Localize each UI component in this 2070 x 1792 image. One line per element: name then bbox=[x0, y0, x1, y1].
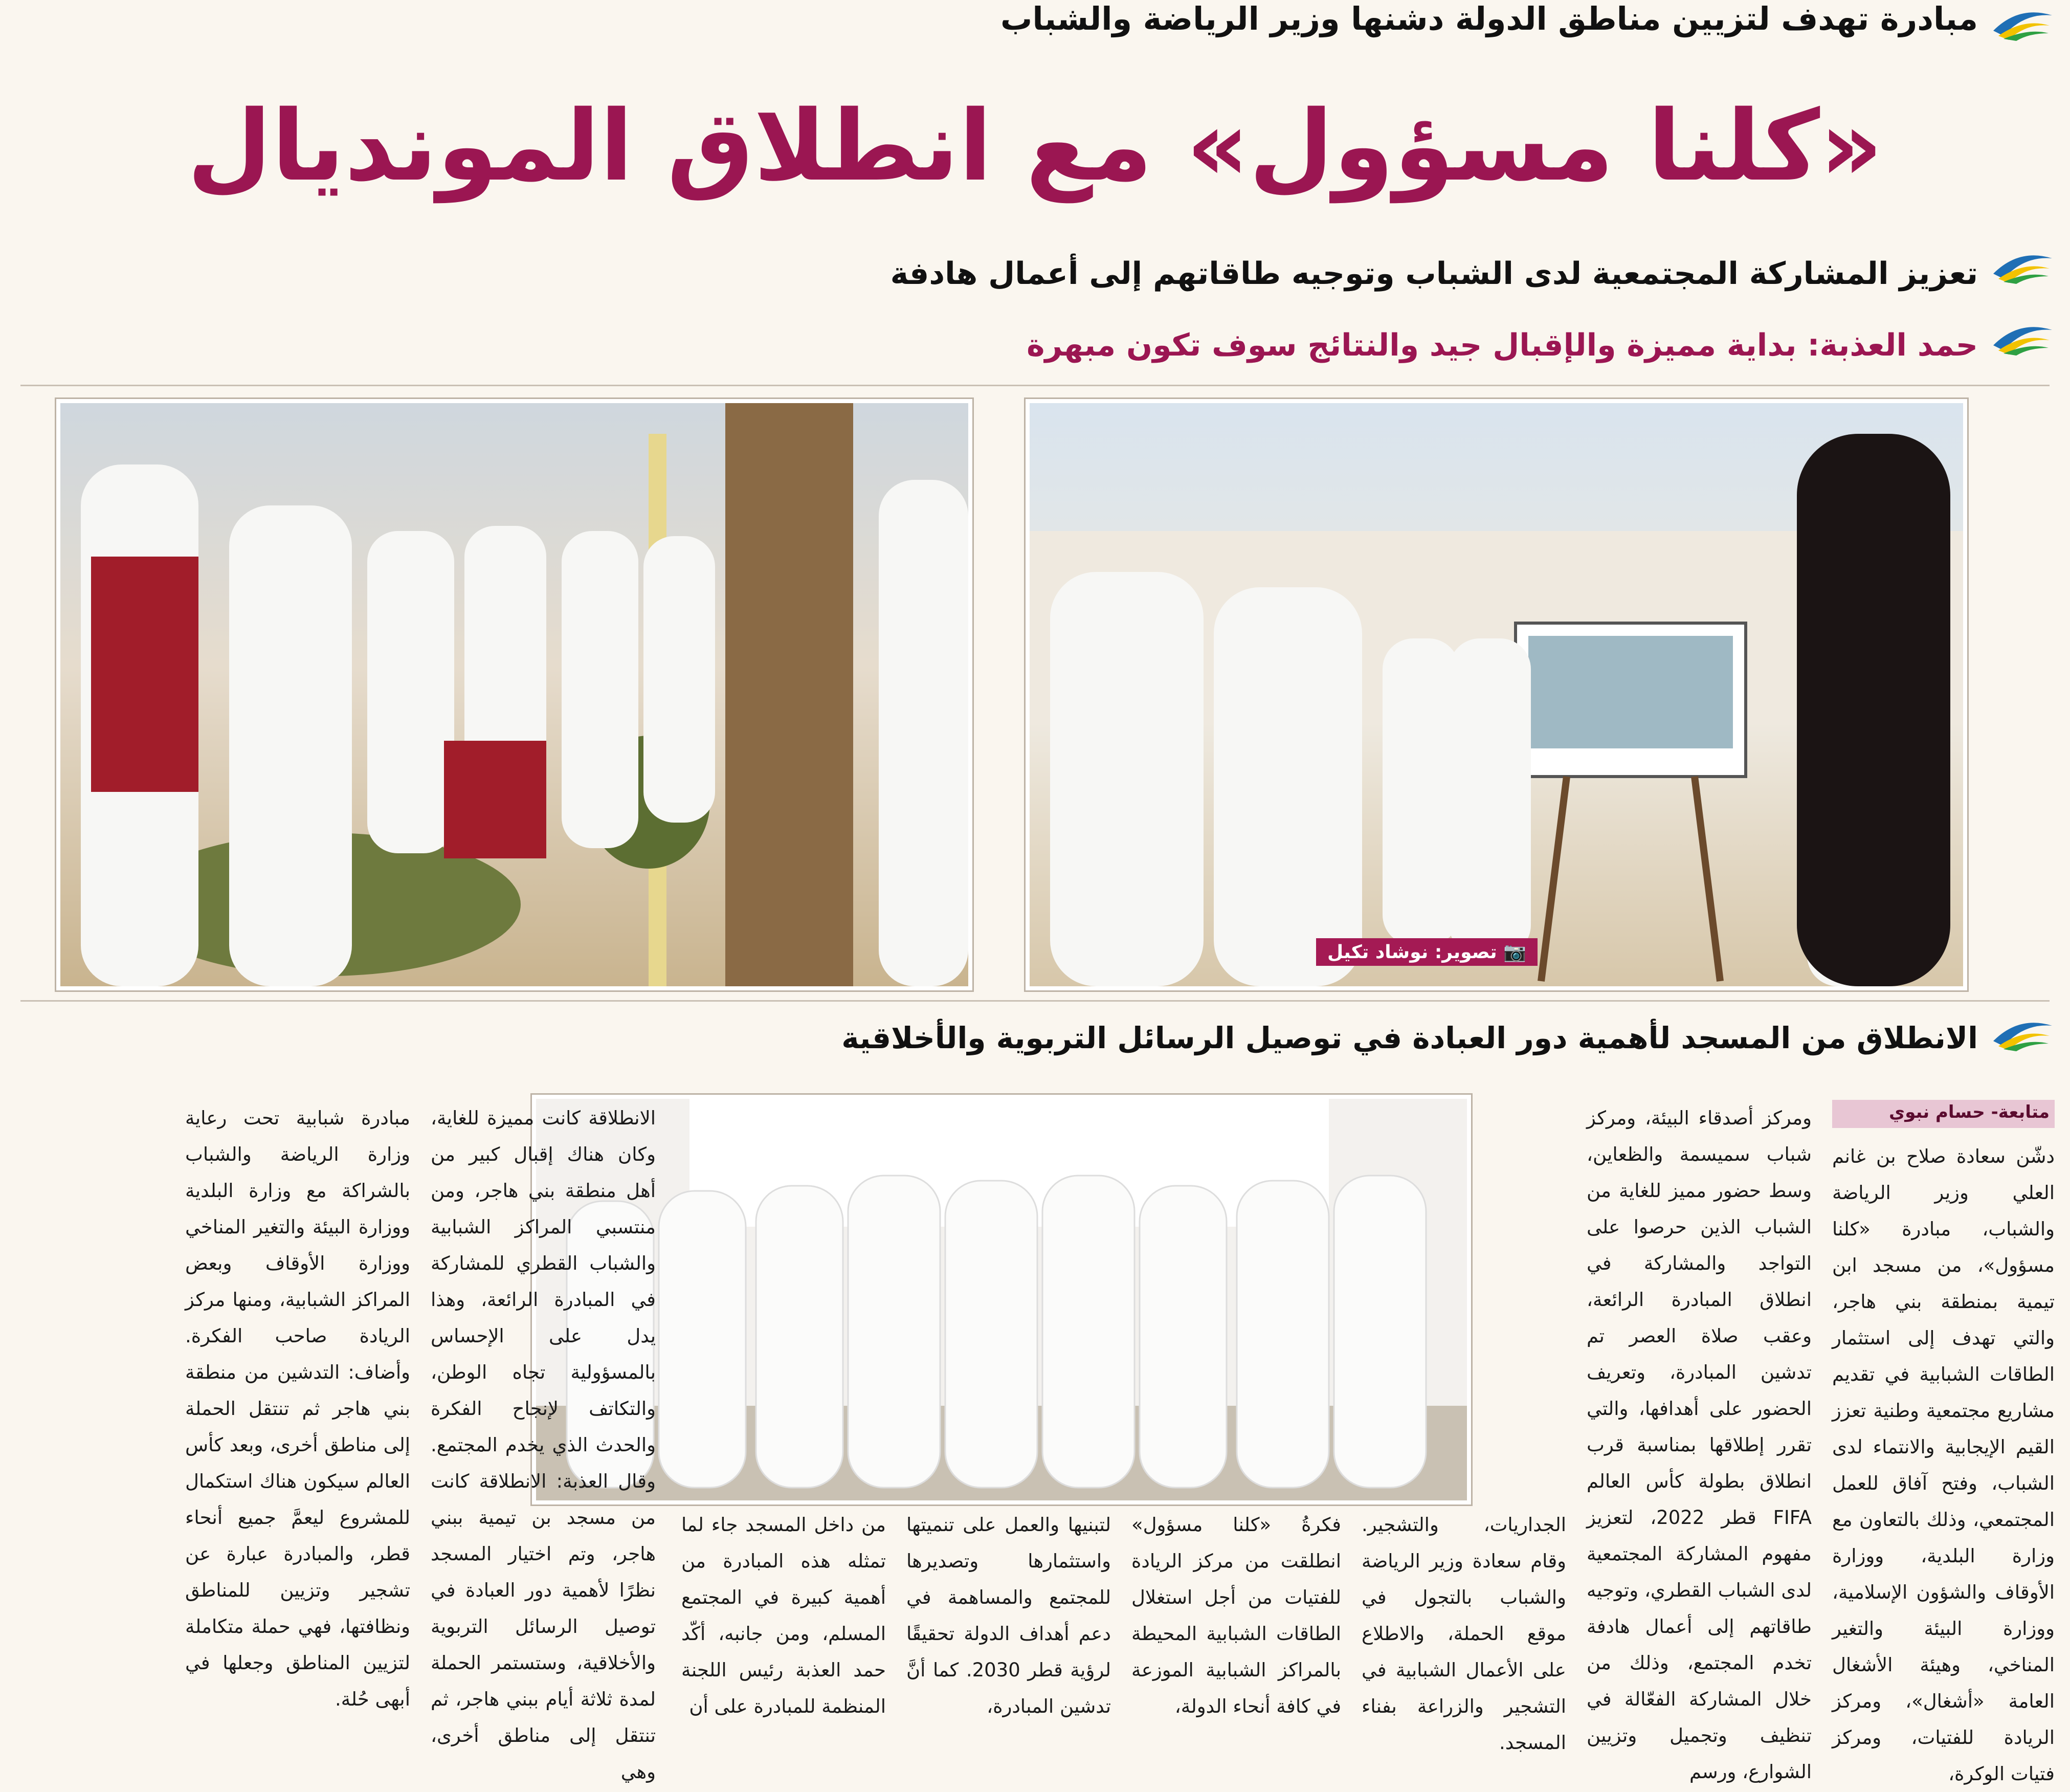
column-1: دشّن سعادة صلاح بن غانم العلي وزير الرياضة والشباب، مبادرة «كلنا مسؤول»، من مسجد ابن تيمية بمنطقة بني هاجر، والتي تهدف إلى استثمار الطاقات الشبابية في تقديم مشاريع مجتمعية وطنية تعزز القيم الإيجابية والانتماء لدى الشباب، وفتح آفاق للعمل المجتمعي، وذلك بالتعاون مع وزارة البلدية، ووزارة الأوقاف والشؤون الإسلامية، ووزارة البيئة والتغير المناخي، وهيئة الأشغال العامة «أشغال»، ومركز الريادة للفتيات، ومركز فتيات الوكرة، bbox=[1832, 1145, 2055, 1785]
photo-tree-planting bbox=[56, 399, 972, 990]
headline: «كلنا مسؤول» مع انطلاق المونديال bbox=[187, 90, 1883, 203]
byline bbox=[1832, 1100, 2055, 1128]
kicker: مبادرة تهدف لتزيين مناطق الدولة دشنها وزير الرياضة والشباب bbox=[1000, 0, 1978, 37]
photo-credit-text: تصوير: نوشاد تكيل bbox=[1327, 942, 1497, 963]
divider bbox=[20, 385, 2050, 386]
mid-headline: الانطلاق من المسجد لأهمية دور العبادة في توصيل الرسائل التربوية والأخلاقية bbox=[841, 1021, 1978, 1055]
byline-text: متابعة- حسام نبوي bbox=[1889, 1102, 2050, 1122]
column-8: مبادرة شبابية تحت رعاية وزارة الرياضة والشباب بالشراكة مع وزارة البلدية ووزارة البيئة والتغير المناخي ووزارة الأوقاف وبعض المراكز الشبابية، ومنها مركز الريادة صاحب الفكرة. وأضاف: التدشين من منطقة بني هاجر ثم تنتقل الحملة إلى مناطق أخرى، وبعد كأس العالم سيكون هناك استكمال للمشروع ليعمَّ جميع أنحاء قطر، والمبادرة عبارة عن تشجير وتزيين للمناطق ونظافتها، فهي حملة متكاملة لتزيين المناطق وجعلها في أبهى حُلة. bbox=[185, 1107, 410, 1710]
photo-minister-viewing bbox=[1026, 399, 1967, 990]
divider bbox=[20, 1000, 2050, 1002]
subheadline-1: تعزيز المشاركة المجتمعية لدى الشباب وتوجيه طاقاتهم إلى أعمال هادفة bbox=[890, 256, 1978, 292]
camera-icon: 📷 bbox=[1503, 942, 1527, 963]
subheadline-2: حمد العذبة: بداية مميزة والإقبال جيد والنتائج سوف تكون مبهرة bbox=[1027, 327, 1978, 363]
column-2: ومركز أصدقاء البيئة، ومركز شباب سميسمة والظعاين، وسط حضور مميز للغاية من الشباب الذين حرصوا على التواجد والمشاركة في انطلاق المبادرة الرائعة، وعقب صلاة العصر تم تدشين المبادرة، وتعريف الحضور على أهدافها، والتي تقرر إطلاقها بمناسبة قرب انطلاق بطولة كأس العالم FIFA قطر 2022، لتعزيز مفهوم المشاركة المجتمعية لدى الشباب القطري، وتوجيه طاقاتهم إلى أعمال هادفة تخدم المجتمع، وذلك من خلال المشاركة الفعّالة في تنظيف وتجميل وتزيين الشوارع، ورسم bbox=[1587, 1107, 1812, 1783]
photo-group bbox=[532, 1095, 1471, 1505]
column-6: من داخل المسجد جاء لما تمثله هذه المبادرة من أهمية كبيرة في المجتمع المسلم، ومن جانبه، أكّد حمد العذبة رئيس اللجنة المنظمة للمبادرة على أن bbox=[681, 1514, 886, 1717]
column-4: فكرةُ «كلنا مسؤول» انطلقت من مركز الريادة للفتيات من أجل استغلال الطاقات الشبابية المحيطة بالمراكز الشبابية الموزعة في كافة أنحاء الدولة، bbox=[1131, 1514, 1341, 1717]
section-logo-icon bbox=[1988, 320, 2055, 356]
column-5: لتبنيها والعمل على تنميتها واستثمارها وتصديرها للمجتمع والمساهمة في دعم أهداف الدولة تحقيقًا لرؤية قطر 2030. كما أنَّ تدشين المبادرة، bbox=[906, 1514, 1111, 1717]
section-logo-icon bbox=[1988, 248, 2055, 284]
photo-credit bbox=[1316, 938, 1538, 966]
column-3: الجداريات، والتشجير. وقام سعادة وزير الرياضة والشباب بالتجول في موقع الحملة، والاطلاع على الأعمال الشبابية في التشجير والزراعة بفناء المسجد. bbox=[1362, 1514, 1566, 1754]
column-7: الانطلاقة كانت مميزة للغاية، وكان هناك إقبال كبير من أهل منطقة بني هاجر، ومن منتسبي المراكز الشبابية والشباب القطري للمشاركة في المبادرة الرائعة، وهذا يدل على الإحساس بالمسؤولية تجاه الوطن، والتكاتف لإنجاح الفكرة والحدث الذي يخدم المجتمع. وقال العذبة: الانطلاقة كانت من مسجد بن تيمية ببني هاجر، وتم اختيار المسجد نظرًا لأهمية دور العبادة في توصيل الرسائل التربوية والأخلاقية، وستستمر الحملة لمدة ثلاثة أيام ببني هاجر، ثم تنتقل إلى مناطق أخرى، وهي bbox=[431, 1107, 656, 1783]
section-logo-icon bbox=[1988, 1015, 2055, 1051]
section-logo-icon bbox=[1988, 5, 2055, 41]
